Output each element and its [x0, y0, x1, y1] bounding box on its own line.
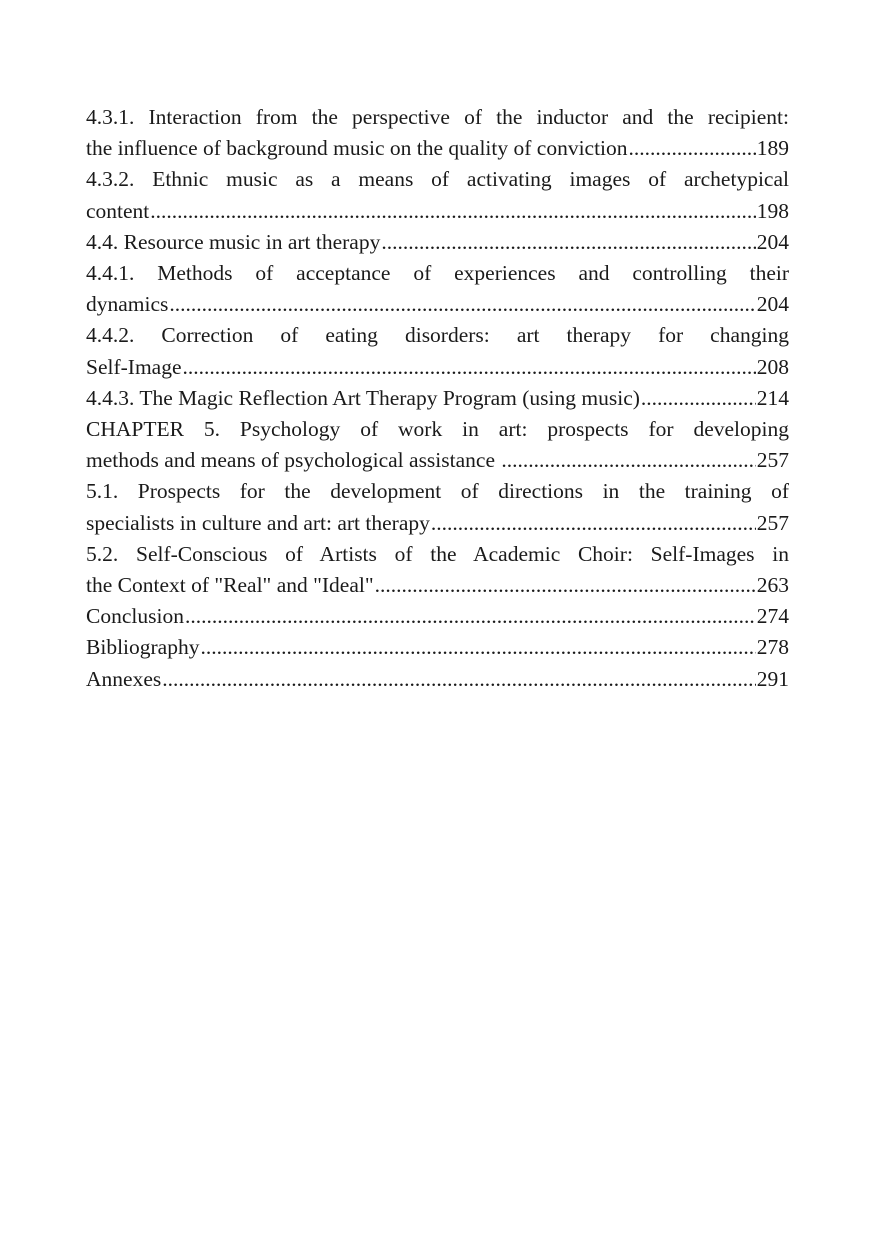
toc-entry[interactable]	[86, 258, 789, 320]
toc-entry-title-line: 4.4.2. Correction of eating disorders: art therapy for changing	[86, 323, 789, 348]
toc-entry-title-tail: the Context of "Real" and "Ideal"	[86, 572, 374, 597]
toc-entry-leader-line	[86, 383, 789, 414]
toc-entry[interactable]	[86, 632, 789, 663]
toc-entry-leader-line	[86, 601, 789, 632]
toc-page-number: 257	[756, 510, 789, 535]
dot-leader	[629, 133, 756, 164]
toc-entry-leader-line	[86, 664, 789, 695]
toc-entry-title-tail: Annexes	[86, 666, 162, 691]
toc-entry-title-tail: Self-Image	[86, 354, 182, 379]
dot-leader	[162, 664, 756, 695]
toc-entry[interactable]	[86, 414, 789, 476]
toc-entry-leader-line	[86, 289, 789, 320]
toc-page-number: 274	[756, 604, 789, 629]
table-of-contents	[86, 102, 789, 695]
toc-page-number: 204	[756, 292, 789, 317]
dot-leader	[381, 227, 755, 258]
toc-entry[interactable]	[86, 320, 789, 382]
toc-entry-leader-line	[86, 196, 789, 227]
toc-entry-title-line: 4.3.2. Ethnic music as a means of activating images of archetypical	[86, 167, 789, 192]
toc-entry-title-line: 5.1. Prospects for the development of directions in the training of	[86, 479, 789, 504]
toc-entry-title-tail: content	[86, 198, 150, 223]
dot-leader	[375, 570, 756, 601]
toc-page-number: 204	[756, 229, 789, 254]
dot-leader	[641, 383, 756, 414]
dot-leader	[169, 289, 755, 320]
toc-entry-title-tail: specialists in culture and art: art therapy	[86, 510, 430, 535]
toc-entry-title-tail: the influence of background music on the quality of conviction	[86, 136, 628, 161]
toc-entry[interactable]	[86, 539, 789, 601]
toc-entry[interactable]	[86, 227, 789, 258]
toc-entry[interactable]	[86, 383, 789, 414]
toc-entry-title-line: CHAPTER 5. Psychology of work in art: prospects for developing	[86, 416, 789, 441]
toc-page-number: 214	[756, 385, 789, 410]
toc-entry-leader-line	[86, 632, 789, 663]
toc-entry-leader-line	[86, 508, 789, 539]
toc-entry-title-tail: dynamics	[86, 292, 169, 317]
toc-entry-leader-line	[86, 227, 789, 258]
toc-entry-title-tail: methods and means of psychological assistance	[86, 448, 501, 473]
dot-leader	[501, 445, 755, 476]
toc-entry-leader-line	[86, 445, 789, 476]
dot-leader	[183, 352, 756, 383]
toc-entry-title-line: 4.3.1. Interaction from the perspective of the inductor and the recipient:	[86, 105, 789, 129]
toc-entry[interactable]	[86, 476, 789, 538]
toc-entry-title-tail: 4.4.3. The Magic Reflection Art Therapy Program (using music)	[86, 385, 640, 410]
toc-page-number: 263	[756, 572, 789, 597]
toc-page-number: 257	[756, 448, 789, 473]
dot-leader	[431, 508, 756, 539]
toc-page-number: 208	[756, 354, 789, 379]
toc-entry-title-tail: 4.4. Resource music in art therapy	[86, 229, 381, 254]
toc-page-number: 189	[756, 136, 789, 161]
toc-entry-title-line: 5.2. Self-Conscious of Artists of the Academic Choir: Self-Images in	[86, 541, 789, 566]
toc-entry[interactable]	[86, 164, 789, 226]
toc-entry[interactable]	[86, 601, 789, 632]
toc-entry-leader-line	[86, 352, 789, 383]
toc-entry-leader-line	[86, 570, 789, 601]
toc-page-number: 278	[756, 635, 789, 660]
toc-entry-title-tail: Conclusion	[86, 604, 184, 629]
toc-entry-title-tail: Bibliography	[86, 635, 200, 660]
toc-entry-leader-line	[86, 133, 789, 164]
dot-leader	[185, 601, 756, 632]
dot-leader	[200, 632, 755, 663]
toc-entry[interactable]	[86, 102, 789, 164]
toc-entry-title-line: 4.4.1. Methods of acceptance of experiences and controlling their	[86, 260, 789, 285]
dot-leader	[150, 196, 755, 227]
toc-page-number: 291	[756, 666, 789, 691]
toc-page-number: 198	[756, 198, 789, 223]
toc-entry[interactable]	[86, 664, 789, 695]
